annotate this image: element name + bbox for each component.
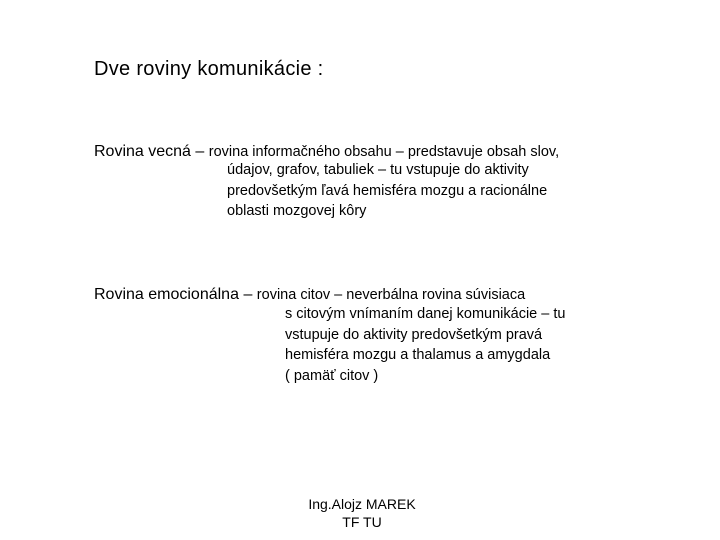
section-line: s citovým vnímaním danej komunikácie – tu (285, 306, 566, 322)
section-dash: – (243, 286, 253, 303)
section-line: vstupuje do aktivity predovšetkým pravá (285, 326, 543, 343)
author-name: Ing.Alojz MAREK (308, 496, 416, 512)
section-emocionalna-first-line (94, 286, 525, 304)
section-line: oblasti mozgovej kôry (227, 203, 367, 219)
author-institution: TF TU (342, 514, 382, 530)
section-description: rovina informačného obsahu – predstavuje obsah slov, (208, 144, 560, 160)
section-term: Rovina emocionálna (94, 286, 239, 303)
section-vecna-continuation (227, 160, 547, 222)
section-description: rovina citov – neverbálna rovina súvisiaca (256, 287, 526, 303)
section-vecna-first-line (94, 143, 559, 161)
section-line: údajov, grafov, tabuliek – tu vstupuje do aktivity (227, 162, 529, 178)
section-line: hemisféra mozgu a thalamus a amygdala (285, 347, 551, 363)
section-emocionalna-continuation (285, 304, 565, 386)
slide-title: Dve roviny komunikácie : (94, 58, 324, 80)
author-footer (0, 495, 720, 531)
section-line: predovšetkým ľavá hemisféra mozgu a racionálne (227, 182, 548, 199)
section-term: Rovina vecná (94, 143, 191, 160)
section-line: ( pamäť citov ) (285, 367, 379, 384)
section-dash: – (195, 143, 205, 160)
